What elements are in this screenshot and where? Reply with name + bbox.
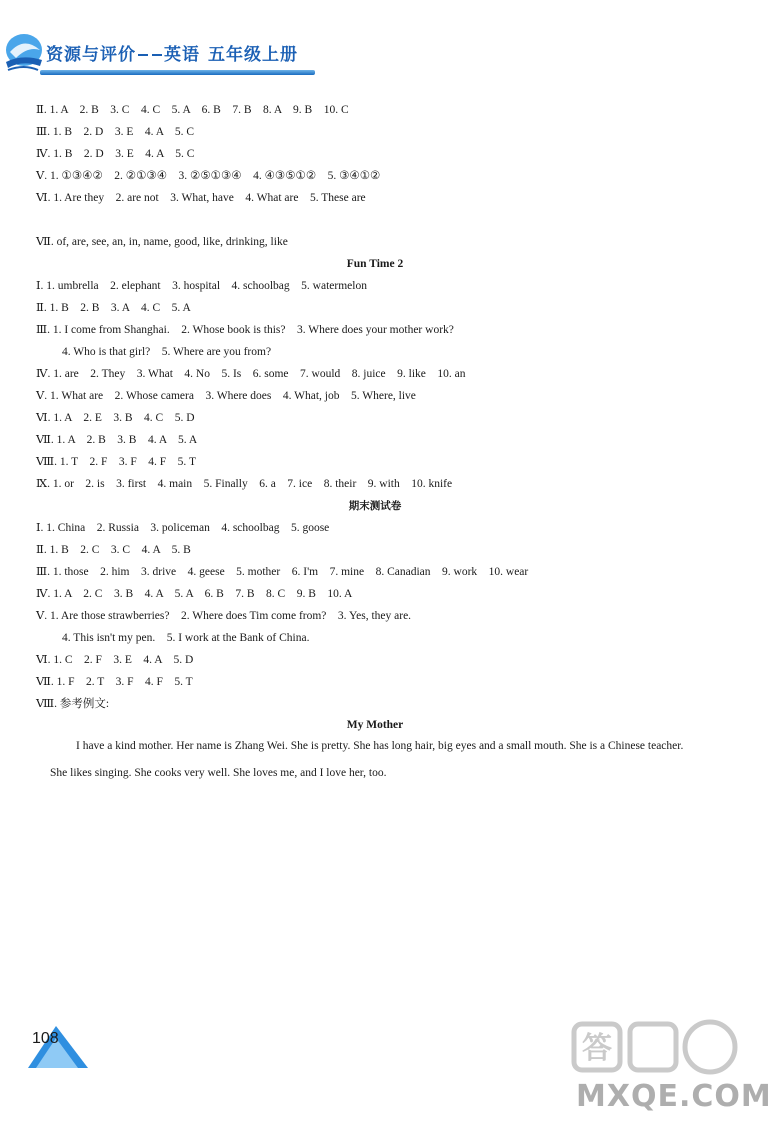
answer-line: Ⅳ. 1. B 2. D 3. E 4. A 5. C bbox=[36, 148, 195, 160]
answer-line: Ⅶ. 1. A 2. B 3. B 4. A 5. A bbox=[36, 434, 198, 446]
header-subject: 英语 bbox=[164, 45, 200, 65]
page-header bbox=[0, 26, 750, 82]
answer-line: Ⅴ. 1. Are those strawberries? 2. Where does Tim come from? 3. Yes, they are. bbox=[36, 610, 412, 622]
answer-line: 4. Who is that girl? 5. Where are you from? bbox=[62, 346, 272, 358]
answer-line: Ⅱ. 1. A 2. B 3. C 4. C 5. A 6. B 7. B 8. A 9. B 10. C bbox=[36, 104, 349, 116]
header-grade: 五年级上册 bbox=[208, 45, 298, 65]
section-heading-fun-time-2: Fun Time 2 bbox=[346, 258, 404, 270]
answer-line: Ⅰ. 1. China 2. Russia 3. policeman 4. schoolbag 5. goose bbox=[36, 522, 330, 534]
answer-line: Ⅲ. 1. I come from Shanghai. 2. Whose book is this? 3. Where does your mother work? bbox=[36, 324, 454, 336]
answer-line: 4. This isn't my pen. 5. I work at the Bank of China. bbox=[62, 632, 310, 644]
answer-line: Ⅵ. 1. Are they 2. are not 3. What, have 4. What are 5. These are bbox=[36, 192, 366, 204]
answer-line: Ⅱ. 1. B 2. B 3. A 4. C 5. A bbox=[36, 302, 191, 314]
answer-line: Ⅷ. 参考例文: bbox=[36, 698, 110, 710]
answer-line: Ⅶ. 1. F 2. T 3. F 4. F 5. T bbox=[36, 676, 193, 688]
watermark-text: MXQE.COM bbox=[576, 1079, 772, 1114]
page-number: 108 bbox=[32, 1030, 59, 1047]
answer-line: Ⅶ. of, are, see, an, in, name, good, like, drinking, like bbox=[36, 236, 288, 248]
essay-title: My Mother bbox=[346, 719, 404, 731]
answer-line: Ⅲ. 1. those 2. him 3. drive 4. geese 5. mother 6. I'm 7. mine 8. Canadian 9. work 10. wear bbox=[36, 566, 529, 578]
header-title bbox=[46, 40, 298, 65]
answer-line: Ⅳ. 1. A 2. C 3. B 4. A 5. A 6. B 7. B 8. C 9. B 10. A bbox=[36, 588, 353, 600]
answer-line: Ⅵ. 1. C 2. F 3. E 4. A 5. D bbox=[36, 654, 194, 666]
header-rule bbox=[40, 70, 315, 75]
answer-line: Ⅳ. 1. are 2. They 3. What 4. No 5. Is 6. some 7. would 8. juice 9. like 10. an bbox=[36, 368, 466, 380]
answer-line: Ⅵ. 1. A 2. E 3. B 4. C 5. D bbox=[36, 412, 195, 424]
answer-line: Ⅱ. 1. B 2. C 3. C 4. A 5. B bbox=[36, 544, 191, 556]
answer-line: Ⅰ. 1. umbrella 2. elephant 3. hospital 4. schoolbag 5. watermelon bbox=[36, 280, 367, 292]
header-brand: 资源与评价 bbox=[46, 45, 136, 65]
answer-line: Ⅴ. 1. What are 2. Whose camera 3. Where does 4. What, job 5. Where, live bbox=[36, 390, 416, 402]
answer-line: Ⅷ. 1. T 2. F 3. F 4. F 5. T bbox=[36, 456, 196, 468]
watermark-logo-char: 答 bbox=[582, 1031, 612, 1066]
section-heading-final-test: 期末测试卷 bbox=[348, 500, 402, 512]
answer-line: Ⅸ. 1. or 2. is 3. first 4. main 5. Finally 6. a 7. ice 8. their 9. with 10. knife bbox=[36, 478, 453, 490]
essay-text: I have a kind mother. Her name is Zhang Wei. She is pretty. She has long hair, big eyes and a small mouth. She is a Chinese teacher. She likes singing. She cooks very well. She loves me, and I love her, too. bbox=[50, 740, 684, 779]
answer-line: Ⅲ. 1. B 2. D 3. E 4. A 5. C bbox=[36, 126, 195, 138]
answer-line: Ⅴ. 1. ①③④② 2. ②①③④ 3. ②⑤①③④ 4. ④③⑤①② 5. ③④①② bbox=[36, 170, 381, 182]
